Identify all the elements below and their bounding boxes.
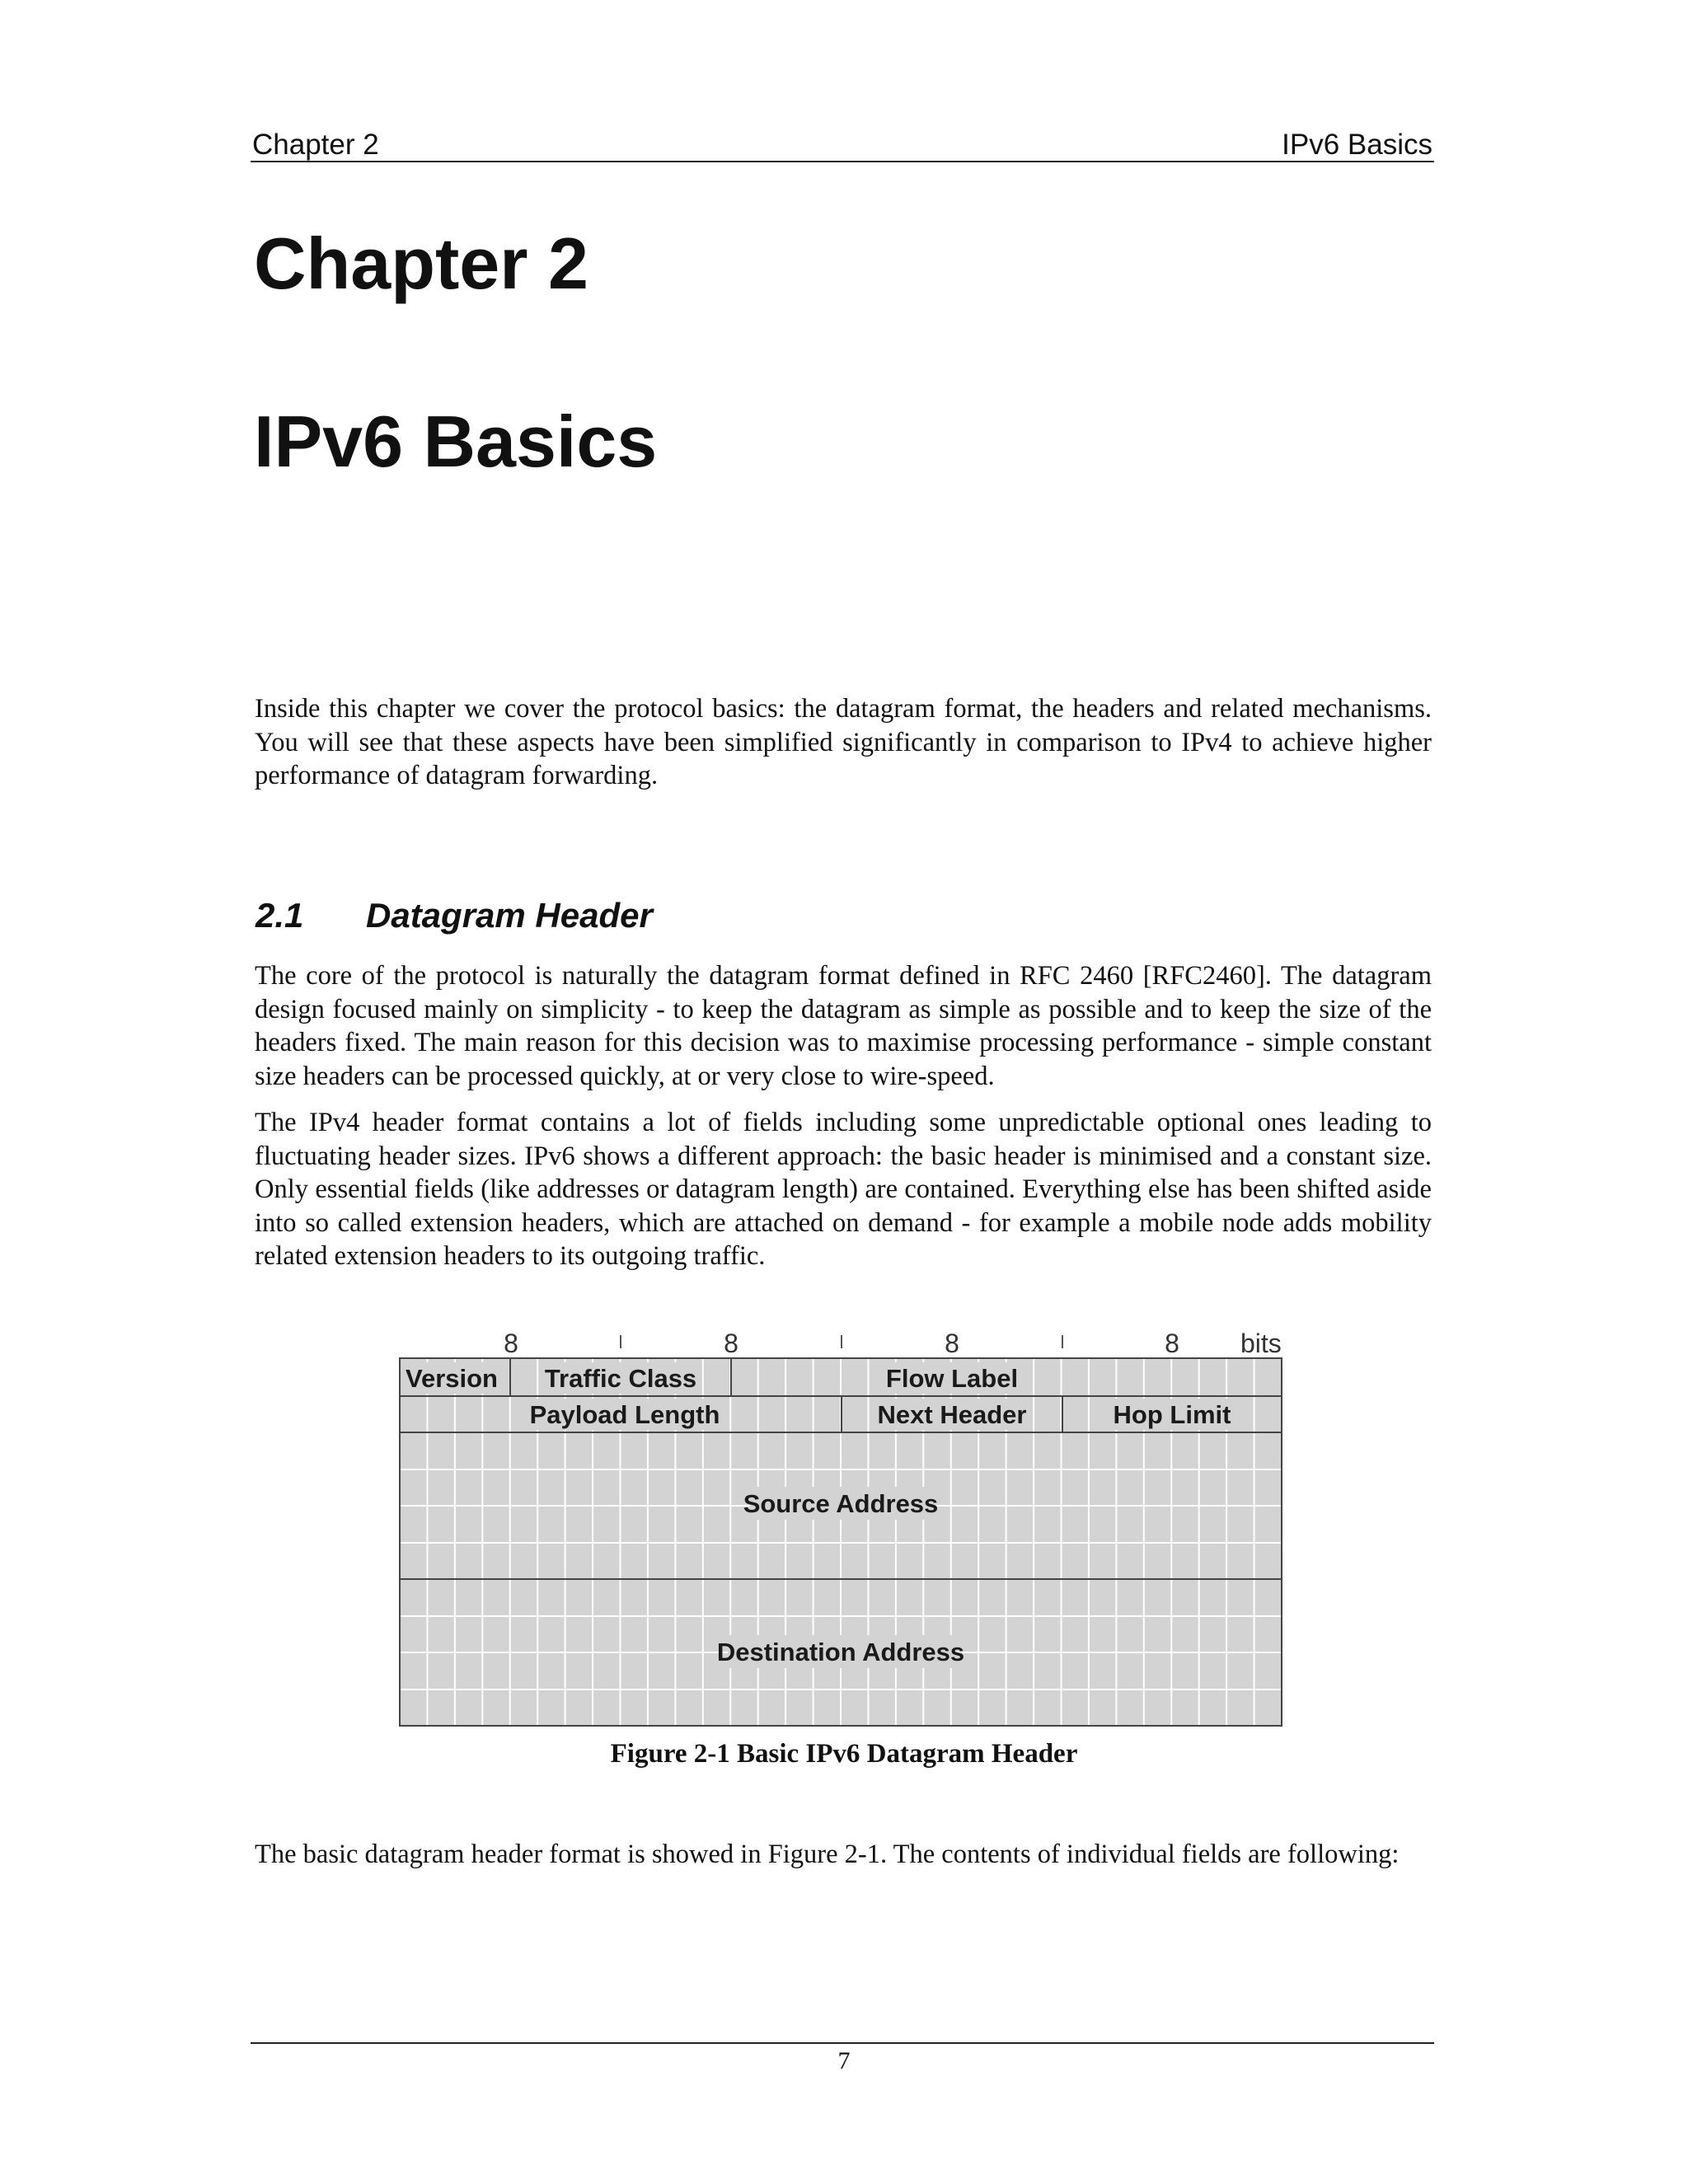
section-title: Datagram Header xyxy=(366,896,653,935)
chapter-label: Chapter 2 xyxy=(254,223,588,304)
body-paragraph: The core of the protocol is naturally the datagram format defined in RFC 2460 [RFC2460]. The datagram design focused mainly on simplicity - to keep the datagram as simple as possible and to keep the size of the headers fixed. The main reason for this decision was to maximise processing performance - simple constant size headers can be processed quickly, at or very close to wire-speed. xyxy=(255,961,1432,1091)
bit-width-label: 8 xyxy=(724,1329,738,1358)
chapter-title: IPv6 Basics xyxy=(254,401,658,482)
section-number: 2.1 xyxy=(256,896,304,935)
bit-width-label: 8 xyxy=(1165,1329,1179,1358)
field-version: Version xyxy=(406,1364,498,1393)
running-header-chapter: Chapter 2 xyxy=(252,129,379,161)
byte-boundary-ticks xyxy=(621,1335,1062,1348)
field-destination-address: Destination Address xyxy=(716,1638,965,1666)
section-heading xyxy=(256,898,653,933)
running-header xyxy=(252,124,1432,162)
field-source-address: Source Address xyxy=(743,1489,939,1518)
field-payload-length: Payload Length xyxy=(529,1400,720,1429)
field-next-header: Next Header xyxy=(877,1400,1027,1429)
bit-width-label: 8 xyxy=(945,1329,959,1358)
bit-width-label: 8 xyxy=(504,1329,518,1358)
header-rule xyxy=(251,161,1434,162)
field-traffic-class: Traffic Class xyxy=(544,1364,697,1393)
body-paragraph: The basic datagram header format is showed in Figure 2-1. The contents of individual fields are following: xyxy=(255,1840,1400,1869)
ipv6-header-figure xyxy=(396,1319,1286,1727)
figure-caption: Figure 2-1 Basic IPv6 Datagram Header xyxy=(610,1739,1078,1769)
field-flow-label: Flow Label xyxy=(885,1364,1019,1393)
intro-paragraph: Inside this chapter we cover the protocol basics: the datagram format, the headers and related mechanisms. You will see that these aspects have been simplified significantly in comparison to IPv4 to achieve higher performance of datagram forwarding. xyxy=(255,694,1432,790)
ipv6-header-diagram xyxy=(396,1319,1286,1727)
bits-unit-label: bits xyxy=(1240,1329,1282,1358)
running-header-title: IPv6 Basics xyxy=(1282,129,1432,161)
body-paragraph: The IPv4 header format contains a lot of fields including some unpredictable optional ones leading to fluctuating header sizes. IPv6 shows a different approach: the basic header is minimised and a constant size. Only essential fields (like addresses or datagram length) are contained. Everything else has been shifted aside into so called extension headers, which are attached on demand - for example a mobile node adds mobility related extension headers to its outgoing traffic. xyxy=(255,1108,1432,1271)
footer-rule xyxy=(251,2042,1434,2044)
field-hop-limit: Hop Limit xyxy=(1113,1400,1231,1429)
page-number: 7 xyxy=(837,2047,851,2074)
